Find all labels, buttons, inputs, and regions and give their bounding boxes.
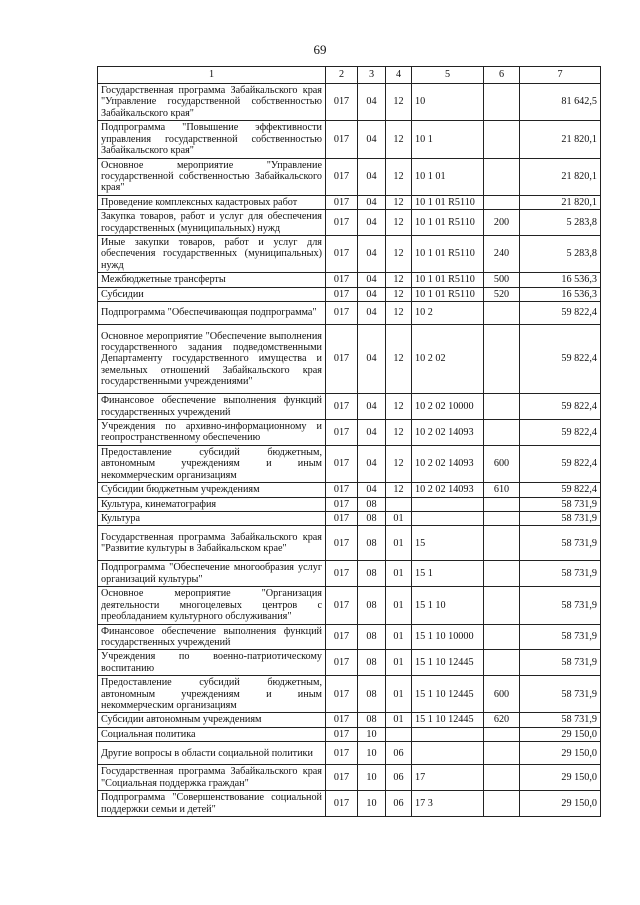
- ministry-code-cell: 017: [326, 742, 358, 765]
- column-header-6: 6: [484, 67, 520, 84]
- table-row: [98, 765, 601, 791]
- section-code-cell: 04: [358, 394, 386, 420]
- subsection-code-cell: 01: [386, 511, 412, 525]
- target-article-cell: [412, 742, 484, 765]
- amount-cell: 21 820,1: [520, 121, 601, 158]
- expense-type-cell: [484, 121, 520, 158]
- table-row: [98, 587, 601, 624]
- target-article-cell: 10 1 01 R5110: [412, 273, 484, 287]
- subsection-code-cell: 12: [386, 84, 412, 121]
- amount-cell: 58 731,9: [520, 587, 601, 624]
- section-code-cell: 04: [358, 325, 386, 394]
- table-row: [98, 497, 601, 511]
- target-article-cell: 10 1 01: [412, 158, 484, 195]
- subsection-code-cell: [386, 497, 412, 511]
- section-code-cell: 08: [358, 511, 386, 525]
- section-code-cell: 04: [358, 483, 386, 497]
- amount-cell: 58 731,9: [520, 650, 601, 676]
- target-article-cell: 17: [412, 765, 484, 791]
- table-row: [98, 394, 601, 420]
- target-article-cell: 10 1: [412, 121, 484, 158]
- expense-type-cell: [484, 302, 520, 325]
- amount-cell: 59 822,4: [520, 325, 601, 394]
- expense-type-cell: [484, 195, 520, 209]
- target-article-cell: 10 2: [412, 302, 484, 325]
- table-row: [98, 420, 601, 446]
- expense-type-cell: [484, 727, 520, 741]
- table-row: [98, 483, 601, 497]
- row-name-cell: Межбюджетные трансферты: [98, 273, 326, 287]
- target-article-cell: 15 1 10 12445: [412, 676, 484, 713]
- ministry-code-cell: 017: [326, 497, 358, 511]
- expense-type-cell: [484, 650, 520, 676]
- section-code-cell: 04: [358, 84, 386, 121]
- row-name-cell: Подпрограмма "Совершенствование социальной поддержки семьи и детей": [98, 791, 326, 817]
- expense-type-cell: [484, 325, 520, 394]
- row-name-cell: Субсидии: [98, 287, 326, 301]
- table-row: [98, 195, 601, 209]
- table-row: [98, 210, 601, 236]
- target-article-cell: 10 2 02 10000: [412, 394, 484, 420]
- expense-type-cell: [484, 158, 520, 195]
- amount-cell: 59 822,4: [520, 445, 601, 482]
- subsection-code-cell: 06: [386, 742, 412, 765]
- table-row: [98, 742, 601, 765]
- row-name-cell: Закупка товаров, работ и услуг для обеспечения государственных (муниципальных) нужд: [98, 210, 326, 236]
- ministry-code-cell: 017: [326, 561, 358, 587]
- row-name-cell: Социальная политика: [98, 727, 326, 741]
- expense-type-cell: [484, 84, 520, 121]
- subsection-code-cell: 12: [386, 325, 412, 394]
- expense-type-cell: 520: [484, 287, 520, 301]
- amount-cell: 16 536,3: [520, 273, 601, 287]
- table-row: [98, 727, 601, 741]
- section-code-cell: 08: [358, 526, 386, 561]
- section-code-cell: 04: [358, 287, 386, 301]
- subsection-code-cell: 12: [386, 158, 412, 195]
- subsection-code-cell: 01: [386, 624, 412, 650]
- ministry-code-cell: 017: [326, 287, 358, 301]
- expense-type-cell: 500: [484, 273, 520, 287]
- amount-cell: 58 731,9: [520, 526, 601, 561]
- subsection-code-cell: 01: [386, 650, 412, 676]
- table-row: [98, 624, 601, 650]
- section-code-cell: 04: [358, 420, 386, 446]
- column-header-5: 5: [412, 67, 484, 84]
- row-name-cell: Подпрограмма "Обеспечивающая подпрограмма": [98, 302, 326, 325]
- table-row: [98, 273, 601, 287]
- subsection-code-cell: 12: [386, 287, 412, 301]
- amount-cell: 81 642,5: [520, 84, 601, 121]
- ministry-code-cell: 017: [326, 483, 358, 497]
- expense-type-cell: [484, 765, 520, 791]
- ministry-code-cell: 017: [326, 765, 358, 791]
- row-name-cell: Финансовое обеспечение выполнения функций государственных учреждений: [98, 624, 326, 650]
- subsection-code-cell: 12: [386, 210, 412, 236]
- table-row: [98, 676, 601, 713]
- ministry-code-cell: 017: [326, 676, 358, 713]
- column-header-2: 2: [326, 67, 358, 84]
- table-row: [98, 511, 601, 525]
- row-name-cell: Государственная программа Забайкальского края "Развитие культуры в Забайкальском крае": [98, 526, 326, 561]
- amount-cell: 29 150,0: [520, 727, 601, 741]
- table-row: [98, 158, 601, 195]
- expense-type-cell: [484, 624, 520, 650]
- column-header-3: 3: [358, 67, 386, 84]
- section-code-cell: 08: [358, 650, 386, 676]
- ministry-code-cell: 017: [326, 445, 358, 482]
- expense-type-cell: 620: [484, 713, 520, 727]
- subsection-code-cell: 06: [386, 765, 412, 791]
- target-article-cell: 10 2 02 14093: [412, 420, 484, 446]
- amount-cell: 29 150,0: [520, 791, 601, 817]
- row-name-cell: Проведение комплексных кадастровых работ: [98, 195, 326, 209]
- ministry-code-cell: 017: [326, 420, 358, 446]
- ministry-code-cell: 017: [326, 325, 358, 394]
- table-row: [98, 121, 601, 158]
- amount-cell: 58 731,9: [520, 561, 601, 587]
- table-row: [98, 713, 601, 727]
- row-name-cell: Субсидии автономным учреждениям: [98, 713, 326, 727]
- ministry-code-cell: 017: [326, 511, 358, 525]
- subsection-code-cell: 12: [386, 236, 412, 273]
- section-code-cell: 10: [358, 742, 386, 765]
- subsection-code-cell: 12: [386, 195, 412, 209]
- row-name-cell: Другие вопросы в области социальной политики: [98, 742, 326, 765]
- row-name-cell: Иные закупки товаров, работ и услуг для обеспечения государственных (муниципальных) нужд: [98, 236, 326, 273]
- amount-cell: 29 150,0: [520, 742, 601, 765]
- row-name-cell: Подпрограмма "Обеспечение многообразия услуг организаций культуры": [98, 561, 326, 587]
- ministry-code-cell: 017: [326, 236, 358, 273]
- expense-type-cell: 610: [484, 483, 520, 497]
- subsection-code-cell: 01: [386, 587, 412, 624]
- column-header-7: 7: [520, 67, 601, 84]
- table-row: [98, 236, 601, 273]
- target-article-cell: 10: [412, 84, 484, 121]
- target-article-cell: 15 1 10 10000: [412, 624, 484, 650]
- expense-type-cell: [484, 742, 520, 765]
- amount-cell: 59 822,4: [520, 302, 601, 325]
- target-article-cell: 10 2 02 14093: [412, 483, 484, 497]
- subsection-code-cell: 01: [386, 713, 412, 727]
- row-name-cell: Культура, кинематография: [98, 497, 326, 511]
- expense-type-cell: 240: [484, 236, 520, 273]
- section-code-cell: 04: [358, 302, 386, 325]
- section-code-cell: 04: [358, 273, 386, 287]
- section-code-cell: 08: [358, 561, 386, 587]
- subsection-code-cell: 12: [386, 302, 412, 325]
- row-name-cell: Учреждения по военно-патриотическому воспитанию: [98, 650, 326, 676]
- amount-cell: 59 822,4: [520, 483, 601, 497]
- section-code-cell: 04: [358, 121, 386, 158]
- amount-cell: 29 150,0: [520, 765, 601, 791]
- subsection-code-cell: 06: [386, 791, 412, 817]
- target-article-cell: 10 1 01 R5110: [412, 195, 484, 209]
- section-code-cell: 04: [358, 445, 386, 482]
- table-row: [98, 561, 601, 587]
- row-name-cell: Субсидии бюджетным учреждениям: [98, 483, 326, 497]
- section-code-cell: 10: [358, 765, 386, 791]
- subsection-code-cell: 01: [386, 526, 412, 561]
- section-code-cell: 08: [358, 624, 386, 650]
- amount-cell: 21 820,1: [520, 195, 601, 209]
- row-name-cell: Учреждения по архивно-информационному и геопространственному обеспечению: [98, 420, 326, 446]
- expense-type-cell: [484, 394, 520, 420]
- row-name-cell: Основное мероприятие "Обеспечение выполнения государственного задания подведомственными Департаменту государственного имущества и земельных отношений Забайкальского края государственными учреждениями": [98, 325, 326, 394]
- row-name-cell: Предоставление субсидий бюджетным, автономным учреждениям и иным некоммерческим организациям: [98, 676, 326, 713]
- table-row: [98, 445, 601, 482]
- budget-table: [97, 66, 601, 817]
- amount-cell: 5 283,8: [520, 236, 601, 273]
- target-article-cell: 10 2 02: [412, 325, 484, 394]
- section-code-cell: 08: [358, 713, 386, 727]
- section-code-cell: 04: [358, 158, 386, 195]
- row-name-cell: Культура: [98, 511, 326, 525]
- column-header-4: 4: [386, 67, 412, 84]
- section-code-cell: 10: [358, 791, 386, 817]
- target-article-cell: 10 1 01 R5110: [412, 287, 484, 301]
- subsection-code-cell: [386, 727, 412, 741]
- amount-cell: 59 822,4: [520, 420, 601, 446]
- section-code-cell: 08: [358, 497, 386, 511]
- ministry-code-cell: 017: [326, 587, 358, 624]
- ministry-code-cell: 017: [326, 650, 358, 676]
- target-article-cell: 15 1 10 12445: [412, 650, 484, 676]
- expense-type-cell: 600: [484, 676, 520, 713]
- ministry-code-cell: 017: [326, 394, 358, 420]
- table-row: [98, 84, 601, 121]
- table-row: [98, 526, 601, 561]
- section-code-cell: 04: [358, 236, 386, 273]
- subsection-code-cell: 12: [386, 445, 412, 482]
- ministry-code-cell: 017: [326, 713, 358, 727]
- ministry-code-cell: 017: [326, 84, 358, 121]
- target-article-cell: 15 1: [412, 561, 484, 587]
- subsection-code-cell: 12: [386, 121, 412, 158]
- subsection-code-cell: 12: [386, 394, 412, 420]
- subsection-code-cell: 12: [386, 420, 412, 446]
- expense-type-cell: [484, 561, 520, 587]
- table-row: [98, 650, 601, 676]
- target-article-cell: 10 1 01 R5110: [412, 210, 484, 236]
- expense-type-cell: [484, 526, 520, 561]
- ministry-code-cell: 017: [326, 158, 358, 195]
- expense-type-cell: [484, 511, 520, 525]
- subsection-code-cell: 01: [386, 676, 412, 713]
- page-number: 69: [313, 42, 327, 57]
- ministry-code-cell: 017: [326, 273, 358, 287]
- expense-type-cell: 200: [484, 210, 520, 236]
- row-name-cell: Основное мероприятие "Организация деятельности многоцелевых центров с преобладанием культурного обслуживания": [98, 587, 326, 624]
- target-article-cell: 15 1 10 12445: [412, 713, 484, 727]
- target-article-cell: 15 1 10: [412, 587, 484, 624]
- amount-cell: 58 731,9: [520, 624, 601, 650]
- expense-type-cell: [484, 587, 520, 624]
- table-row: [98, 325, 601, 394]
- amount-cell: 58 731,9: [520, 676, 601, 713]
- amount-cell: 58 731,9: [520, 713, 601, 727]
- target-article-cell: 17 3: [412, 791, 484, 817]
- row-name-cell: Финансовое обеспечение выполнения функций государственных учреждений: [98, 394, 326, 420]
- ministry-code-cell: 017: [326, 526, 358, 561]
- subsection-code-cell: 01: [386, 561, 412, 587]
- row-name-cell: Государственная программа Забайкальского края "Социальная поддержка граждан": [98, 765, 326, 791]
- expense-type-cell: [484, 420, 520, 446]
- amount-cell: 59 822,4: [520, 394, 601, 420]
- table-header-row: [98, 67, 601, 84]
- amount-cell: 21 820,1: [520, 158, 601, 195]
- subsection-code-cell: 12: [386, 483, 412, 497]
- target-article-cell: [412, 497, 484, 511]
- ministry-code-cell: 017: [326, 624, 358, 650]
- ministry-code-cell: 017: [326, 727, 358, 741]
- row-name-cell: Государственная программа Забайкальского края "Управление государственной собственностью Забайкальского края": [98, 84, 326, 121]
- amount-cell: 58 731,9: [520, 511, 601, 525]
- ministry-code-cell: 017: [326, 210, 358, 236]
- amount-cell: 58 731,9: [520, 497, 601, 511]
- ministry-code-cell: 017: [326, 302, 358, 325]
- table-row: [98, 791, 601, 817]
- section-code-cell: 04: [358, 195, 386, 209]
- table-row: [98, 302, 601, 325]
- subsection-code-cell: 12: [386, 273, 412, 287]
- section-code-cell: 04: [358, 210, 386, 236]
- target-article-cell: 15: [412, 526, 484, 561]
- target-article-cell: [412, 511, 484, 525]
- section-code-cell: 08: [358, 676, 386, 713]
- section-code-cell: 08: [358, 587, 386, 624]
- expense-type-cell: [484, 497, 520, 511]
- row-name-cell: Предоставление субсидий бюджетным, автономным учреждениям и иным некоммерческим организациям: [98, 445, 326, 482]
- ministry-code-cell: 017: [326, 791, 358, 817]
- amount-cell: 5 283,8: [520, 210, 601, 236]
- expense-type-cell: 600: [484, 445, 520, 482]
- ministry-code-cell: 017: [326, 121, 358, 158]
- amount-cell: 16 536,3: [520, 287, 601, 301]
- target-article-cell: 10 2 02 14093: [412, 445, 484, 482]
- target-article-cell: 10 1 01 R5110: [412, 236, 484, 273]
- ministry-code-cell: 017: [326, 195, 358, 209]
- target-article-cell: [412, 727, 484, 741]
- row-name-cell: Подпрограмма "Повышение эффективности управления государственной собственностью Забайкальского края": [98, 121, 326, 158]
- expense-type-cell: [484, 791, 520, 817]
- table-row: [98, 287, 601, 301]
- section-code-cell: 10: [358, 727, 386, 741]
- row-name-cell: Основное мероприятие "Управление государственной собственностью Забайкальского края": [98, 158, 326, 195]
- column-header-1: 1: [98, 67, 326, 84]
